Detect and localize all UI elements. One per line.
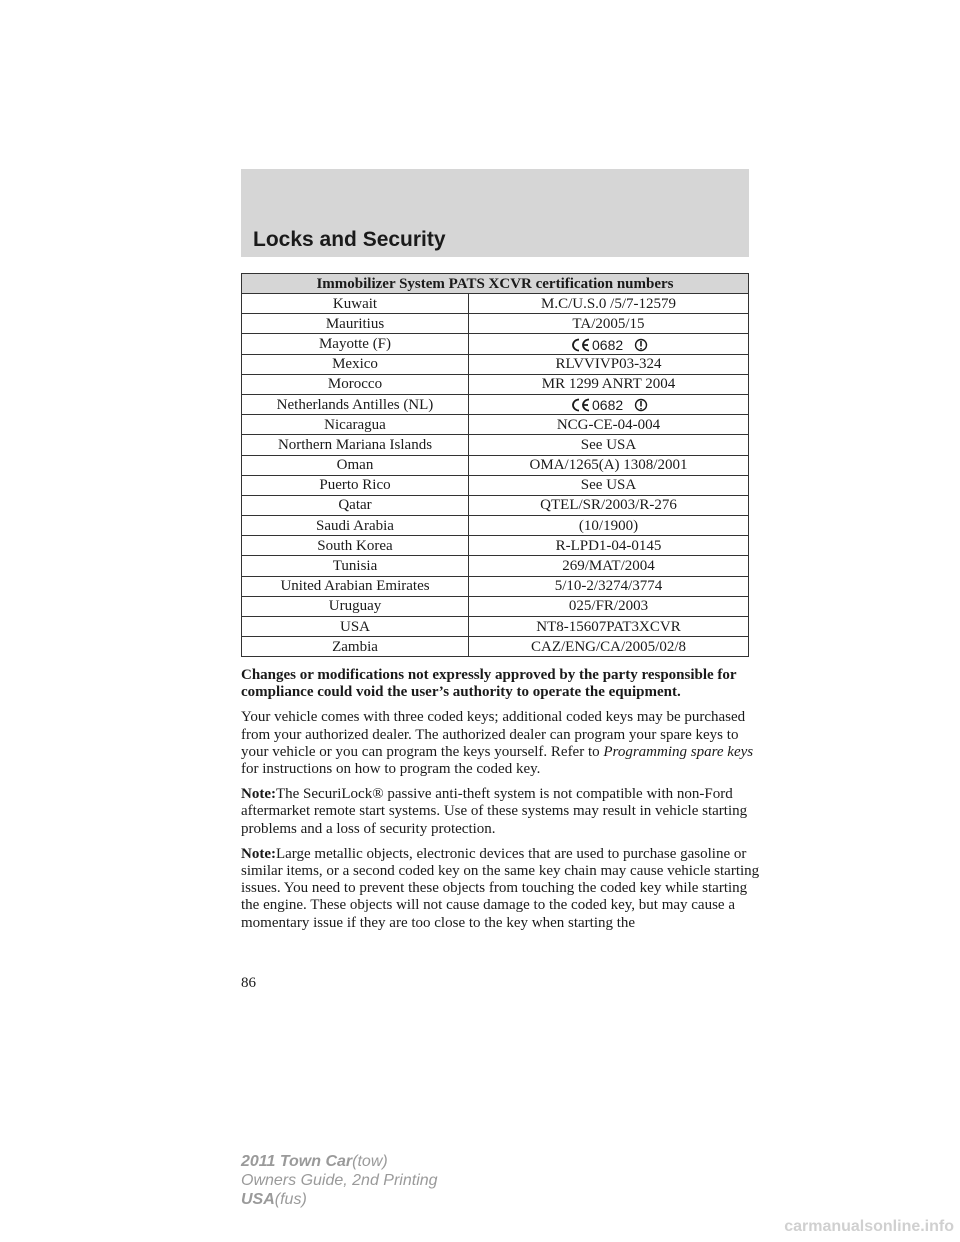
table-row	[242, 314, 749, 334]
table-row	[242, 294, 749, 314]
certification-number-cell: M.C/U.S.0 /5/7-12579	[469, 294, 749, 314]
country-cell: Mauritius	[242, 314, 469, 334]
document-footer	[241, 1152, 438, 1209]
certification-number-cell: See USA	[469, 475, 749, 495]
country-cell: Mexico	[242, 354, 469, 374]
certification-number-cell	[469, 394, 749, 414]
country-cell: Northern Mariana Islands	[242, 435, 469, 455]
certification-number-cell: OMA/1265(A) 1308/2001	[469, 455, 749, 475]
note-text: Large metallic objects, electronic devices that are used to purchase gasoline or similar items, or a second coded key on the same key chain may cause vehicle starting issues. You need to prevent these objects from touching the coded key while starting the engine. These objects will not cause damage to the coded key, but may cause a momentary issue if they are too close to the key when starting the	[241, 845, 760, 931]
table-row	[242, 354, 749, 374]
section-title: Locks and Security	[253, 228, 446, 251]
ce-mark-number: 0682	[591, 336, 623, 353]
certification-number-cell: 269/MAT/2004	[469, 556, 749, 576]
note-metallic-objects	[241, 846, 761, 932]
table-row	[242, 455, 749, 475]
ce-mark-icon	[569, 337, 649, 353]
country-cell: Saudi Arabia	[242, 516, 469, 536]
note-label: Note:	[241, 845, 276, 862]
table-row	[242, 334, 749, 354]
certification-number-cell: NCG-CE-04-004	[469, 415, 749, 435]
certification-number-cell: CAZ/ENG/CA/2005/02/8	[469, 637, 749, 657]
country-cell: Oman	[242, 455, 469, 475]
paragraph-text: for instructions on how to program the coded key.	[241, 761, 541, 778]
certification-number-cell: TA/2005/15	[469, 314, 749, 334]
certification-number-cell: (10/1900)	[469, 516, 749, 536]
certification-number-cell: MR 1299 ANRT 2004	[469, 374, 749, 394]
table-row	[242, 637, 749, 657]
table-row	[242, 516, 749, 536]
note-remote-start	[241, 786, 761, 838]
certification-number-cell: 5/10-2/3274/3774	[469, 576, 749, 596]
country-cell: Tunisia	[242, 556, 469, 576]
table-body	[242, 294, 749, 657]
certification-number-cell: R-LPD1-04-0145	[469, 536, 749, 556]
table-row	[242, 556, 749, 576]
note-label: Note:	[241, 786, 276, 803]
country-cell: Mayotte (F)	[242, 334, 469, 354]
table-row	[242, 495, 749, 515]
table-row	[242, 536, 749, 556]
table-row	[242, 596, 749, 616]
certification-number-cell: 025/FR/2003	[469, 596, 749, 616]
country-cell: USA	[242, 617, 469, 637]
country-cell: South Korea	[242, 536, 469, 556]
table-row	[242, 576, 749, 596]
country-cell: Uruguay	[242, 596, 469, 616]
table-row	[242, 415, 749, 435]
footer-line-market	[241, 1190, 438, 1209]
certification-table	[241, 273, 749, 657]
country-cell: Morocco	[242, 374, 469, 394]
paragraph-text: Your vehicle comes with three coded keys; additional coded keys may be purchased from your authorized dealer. The authorized dealer can program your spare keys to your vehicle or you can program the keys yourself. Refer to	[241, 709, 746, 760]
compliance-warning: Changes or modifications not expressly approved by the party responsible for compliance could void the user’s authority to operate the equipment.	[241, 667, 737, 701]
footer-model: 2011 Town Car	[241, 1153, 353, 1170]
footer-market-code: (fus)	[274, 1191, 307, 1208]
certification-number-cell: QTEL/SR/2003/R-276	[469, 495, 749, 515]
table-header-row	[242, 274, 749, 294]
ce-mark-number: 0682	[591, 397, 623, 414]
coded-keys-paragraph	[241, 709, 761, 778]
body-text	[241, 667, 761, 940]
country-cell: Kuwait	[242, 294, 469, 314]
table-row	[242, 394, 749, 414]
country-cell: Zambia	[242, 637, 469, 657]
table-row	[242, 374, 749, 394]
certification-number-cell: NT8-15607PAT3XCVR	[469, 617, 749, 637]
country-cell: Puerto Rico	[242, 475, 469, 495]
site-watermark: carmanualsonline.info	[784, 1218, 954, 1235]
certification-number-cell: See USA	[469, 435, 749, 455]
footer-market: USA	[241, 1191, 275, 1208]
table-row	[242, 617, 749, 637]
certification-number-cell: RLVVIVP03-324	[469, 354, 749, 374]
country-cell: Nicaragua	[242, 415, 469, 435]
country-cell: United Arabian Emirates	[242, 576, 469, 596]
cross-reference: Programming spare keys	[603, 743, 754, 760]
table-row	[242, 475, 749, 495]
note-text: The SecuriLock® passive anti-theft system is not compatible with non-Ford aftermarket remote start systems. Use of these systems may result in vehicle starting problems and a loss of security protection.	[241, 786, 748, 837]
footer-model-code: (tow)	[352, 1153, 388, 1170]
footer-line-model	[241, 1152, 438, 1171]
footer-line-guide: Owners Guide, 2nd Printing	[241, 1172, 438, 1189]
page-number: 86	[241, 975, 256, 991]
table-title: Immobilizer System PATS XCVR certification numbers	[242, 274, 749, 294]
certification-number-cell	[469, 334, 749, 354]
table-row	[242, 435, 749, 455]
country-cell: Qatar	[242, 495, 469, 515]
ce-mark-icon	[569, 397, 649, 413]
country-cell: Netherlands Antilles (NL)	[242, 394, 469, 414]
